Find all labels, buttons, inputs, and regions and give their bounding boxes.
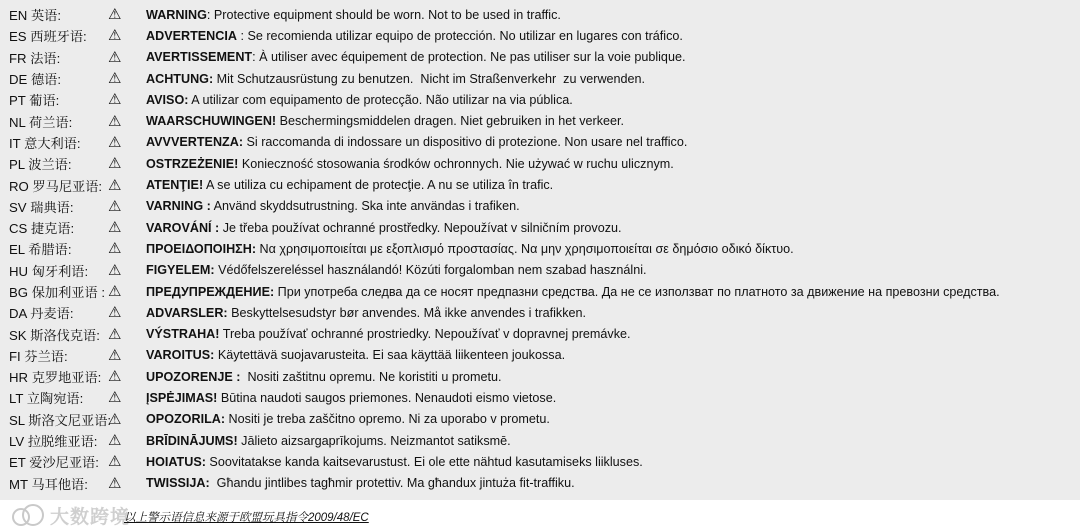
- warning-heading: UPOZORENJE :: [146, 369, 241, 384]
- warning-row: [0, 4, 1080, 25]
- warning-row: [0, 323, 1080, 344]
- language-label: FR 法语:: [9, 50, 61, 66]
- warning-heading: TWISSIJA:: [146, 476, 210, 491]
- warning-text: [146, 178, 553, 192]
- warning-body: Būtina naudoti saugos priemones. Nenaudoti eismo vietose.: [217, 390, 557, 405]
- warning-row: [0, 47, 1080, 68]
- warning-body: Għandu jintlibes tagħmir protettiv. Ma għandux jintuża fit-traffiku.: [209, 476, 575, 491]
- warning-triangle-icon: ⚠: [108, 175, 122, 194]
- warning-triangle-icon: ⚠: [108, 90, 122, 109]
- language-label: ET 爱沙尼亚语:: [9, 455, 99, 471]
- warning-triangle-icon: ⚠: [108, 218, 122, 237]
- warning-triangle-icon: ⚠: [108, 26, 122, 45]
- warning-text: [146, 391, 556, 405]
- language-label: LV 拉脱维亚语:: [9, 434, 98, 450]
- warning-triangle-icon: ⚠: [108, 388, 122, 407]
- warning-body: Beskyttelsesudstyr bør anvendes. Må ikke anvendes i trafikken.: [227, 305, 587, 320]
- language-label: HR 克罗地亚语:: [9, 370, 102, 386]
- warning-body: Να χρησιμοποιείται με εξοπλισμό προστασίας. Να μην χρησιμοποιείται σε δημόσιο οδικό δίκτυο.: [256, 241, 794, 256]
- warning-triangle-icon: ⚠: [108, 303, 122, 322]
- warning-text: [146, 29, 683, 43]
- warning-row: [0, 260, 1080, 281]
- warning-body: A utilizar com equipamento de protecção. Não utilizar na via pública.: [188, 92, 573, 107]
- warning-triangle-icon: ⚠: [108, 132, 122, 151]
- warning-row: [0, 281, 1080, 302]
- language-label: LT 立陶宛语:: [9, 391, 84, 407]
- warning-row: [0, 473, 1080, 494]
- warning-text: [146, 242, 794, 256]
- warning-body: : Se recomienda utilizar equipo de protección. No utilizar en lugares con tráfico.: [236, 28, 683, 43]
- warning-row: [0, 68, 1080, 89]
- warning-triangle-icon: ⚠: [108, 111, 122, 130]
- warning-triangle-icon: ⚠: [108, 260, 122, 279]
- warning-row: [0, 25, 1080, 46]
- warning-triangle-icon: ⚠: [108, 431, 122, 450]
- warning-heading: ADVERTENCIA: [146, 28, 237, 43]
- language-label: NL 荷兰语:: [9, 114, 73, 130]
- language-label: RO 罗马尼亚语:: [9, 178, 103, 194]
- language-label: BG 保加利亚语 :: [9, 285, 105, 300]
- warning-heading: ΠΡΟΕΙΔΟΠΟΙΗΣΗ:: [146, 241, 257, 256]
- warning-text: [146, 455, 643, 469]
- warning-heading: ПРЕДУПРЕЖДЕНИЕ:: [146, 284, 275, 299]
- warning-row: [0, 196, 1080, 217]
- warning-row: [0, 110, 1080, 131]
- language-label: ES 西班牙语:: [9, 29, 87, 45]
- brand-logo-icon: [10, 504, 44, 526]
- warning-text: [146, 263, 647, 277]
- warning-text: [146, 412, 550, 426]
- warning-row: [0, 409, 1080, 430]
- warning-text: [146, 370, 502, 384]
- language-label: HU 匈牙利语:: [9, 263, 89, 279]
- warning-text: [146, 285, 1000, 299]
- warning-row: [0, 238, 1080, 259]
- warning-triangle-icon: ⚠: [108, 409, 122, 428]
- warning-body: Soovitatakse kanda kaitsevarustust. Ei ole ette nähtud kasutamiseks liikluses.: [205, 454, 643, 469]
- warning-heading: ĮSPĖJIMAS!: [146, 390, 218, 405]
- warning-row: [0, 217, 1080, 238]
- warning-body: Mit Schutzausrüstung zu benutzen. Nicht im Straßenverkehr zu verwenden.: [213, 71, 646, 86]
- warning-text: [146, 199, 520, 213]
- language-label: EN 英语:: [9, 8, 62, 24]
- warning-body: : À utiliser avec équipement de protection. Ne pas utiliser sur la voie publique.: [252, 50, 686, 65]
- warning-text: [146, 8, 561, 22]
- warning-heading: HOIATUS:: [146, 454, 206, 469]
- warning-triangle-icon: ⚠: [108, 154, 122, 173]
- language-label: FI 芬兰语:: [9, 348, 68, 364]
- language-label: IT 意大利语:: [9, 135, 81, 151]
- warning-text: [146, 72, 645, 86]
- warning-text: [146, 50, 685, 64]
- warning-row: [0, 387, 1080, 408]
- warning-heading: AVISO:: [146, 92, 189, 107]
- warning-body: Treba používať ochranné prostriedky. Nepoužívať v dopravnej premávke.: [219, 327, 631, 342]
- warning-heading: WARNING: [146, 7, 207, 22]
- language-label: EL 希腊语:: [9, 242, 72, 258]
- warning-triangle-icon: ⚠: [108, 345, 122, 364]
- warning-triangle-icon: ⚠: [108, 282, 122, 300]
- language-label: PT 葡语:: [9, 93, 60, 109]
- warning-triangle-icon: ⚠: [108, 47, 122, 66]
- language-label: CS 捷克语:: [9, 221, 75, 237]
- warning-text: [146, 157, 674, 171]
- warning-row: [0, 153, 1080, 174]
- warning-text: [146, 114, 624, 128]
- language-label: SL 斯洛文尼亚语:: [9, 412, 112, 428]
- warning-row: [0, 366, 1080, 387]
- warning-row: [0, 345, 1080, 366]
- warning-heading: BRĪDINĀJUMS!: [146, 433, 238, 448]
- warning-triangle-icon: ⚠: [108, 5, 122, 24]
- warning-heading: OPOZORILA:: [146, 412, 226, 427]
- warning-row: [0, 89, 1080, 110]
- warnings-list: [0, 4, 1080, 494]
- warning-row: [0, 302, 1080, 323]
- warning-body: : Protective equipment should be worn. Not to be used in traffic.: [206, 7, 561, 22]
- warning-heading: ATENŢIE!: [146, 178, 204, 193]
- language-label: PL 波兰语:: [9, 157, 72, 173]
- warning-triangle-icon: ⚠: [108, 69, 122, 88]
- warning-body: Jālieto aizsargaprīkojums. Neizmantot satiksmē.: [237, 433, 511, 448]
- warning-heading: VAROITUS:: [146, 348, 215, 363]
- warning-body: Nositi je treba zaščitno opremo. Ni za uporabo v prometu.: [225, 412, 550, 427]
- language-label: SV 瑞典语:: [9, 199, 74, 215]
- warning-heading: VAROVÁNÍ :: [146, 220, 220, 235]
- brand-name: 大数跨境: [50, 506, 131, 528]
- warning-body: Nositi zaštitnu opremu. Ne koristiti u prometu.: [240, 369, 502, 384]
- warning-heading: FIGYELEM:: [146, 263, 215, 278]
- warning-body: Si raccomanda di indossare un dispositivo di protezione. Non usare nel traffico.: [243, 135, 688, 150]
- language-label: DE 德语:: [9, 72, 62, 88]
- source-note: 以上警示语信息来源于欧盟玩具指令2009/48/EC: [124, 512, 369, 524]
- warning-heading: VARNING :: [146, 199, 211, 214]
- warning-text: [146, 476, 575, 490]
- warning-heading: VÝSTRAHA!: [146, 327, 220, 342]
- warning-triangle-icon: ⚠: [108, 367, 122, 386]
- warning-body: Védőfelszereléssel használandó! Közúti forgalomban nem szabad használni.: [214, 263, 647, 278]
- warning-body: Käytettävä suojavarusteita. Ei saa käyttää liikenteen joukossa.: [214, 348, 566, 363]
- warning-text: [146, 93, 573, 107]
- warning-text: [146, 327, 631, 341]
- warning-text: [146, 306, 586, 320]
- warning-text: [146, 348, 565, 362]
- warning-body: При употреба следва да се носят предпазни средства. Да не се използват по платното за движение на превозни средства.: [274, 284, 1000, 299]
- warning-text: [146, 135, 687, 149]
- warning-heading: ACHTUNG:: [146, 71, 214, 86]
- warning-row: [0, 174, 1080, 195]
- warning-triangle-icon: ⚠: [108, 324, 122, 343]
- language-label: DA 丹麦语:: [9, 306, 74, 322]
- warning-row: [0, 430, 1080, 451]
- warning-heading: OSTRZEŻENIE!: [146, 156, 239, 171]
- warning-triangle-icon: ⚠: [108, 239, 122, 258]
- warning-triangle-icon: ⚠: [108, 452, 122, 471]
- warning-body: Je třeba používat ochranné prostředky. Nepoužívat v silničním provozu.: [219, 220, 622, 235]
- warning-text: [146, 221, 622, 235]
- warning-body: A se utiliza cu echipament de protecţie. A nu se utiliza în trafic.: [203, 178, 554, 193]
- warning-triangle-icon: ⚠: [108, 196, 122, 215]
- warning-heading: WAARSCHUWINGEN!: [146, 114, 277, 129]
- warning-body: Använd skyddsutrustning. Ska inte användas i trafiken.: [210, 199, 520, 214]
- warning-heading: AVERTISSEMENT: [146, 50, 253, 65]
- warning-heading: ADVARSLER:: [146, 305, 228, 320]
- warning-row: [0, 132, 1080, 153]
- warning-body: Beschermingsmiddelen dragen. Niet gebruiken in het verkeer.: [276, 114, 625, 129]
- footer: [0, 500, 1080, 532]
- warning-triangle-icon: ⚠: [108, 473, 122, 492]
- warning-body: Konieczność stosowania środków ochronnych. Nie używać w ruchu ulicznym.: [238, 156, 674, 171]
- language-label: MT 马耳他语:: [9, 476, 88, 492]
- warning-row: [0, 451, 1080, 472]
- brand-watermark: [10, 503, 130, 527]
- language-label: SK 斯洛伐克语:: [9, 327, 100, 343]
- warning-heading: AVVVERTENZA:: [146, 135, 244, 150]
- warning-text: [146, 434, 511, 448]
